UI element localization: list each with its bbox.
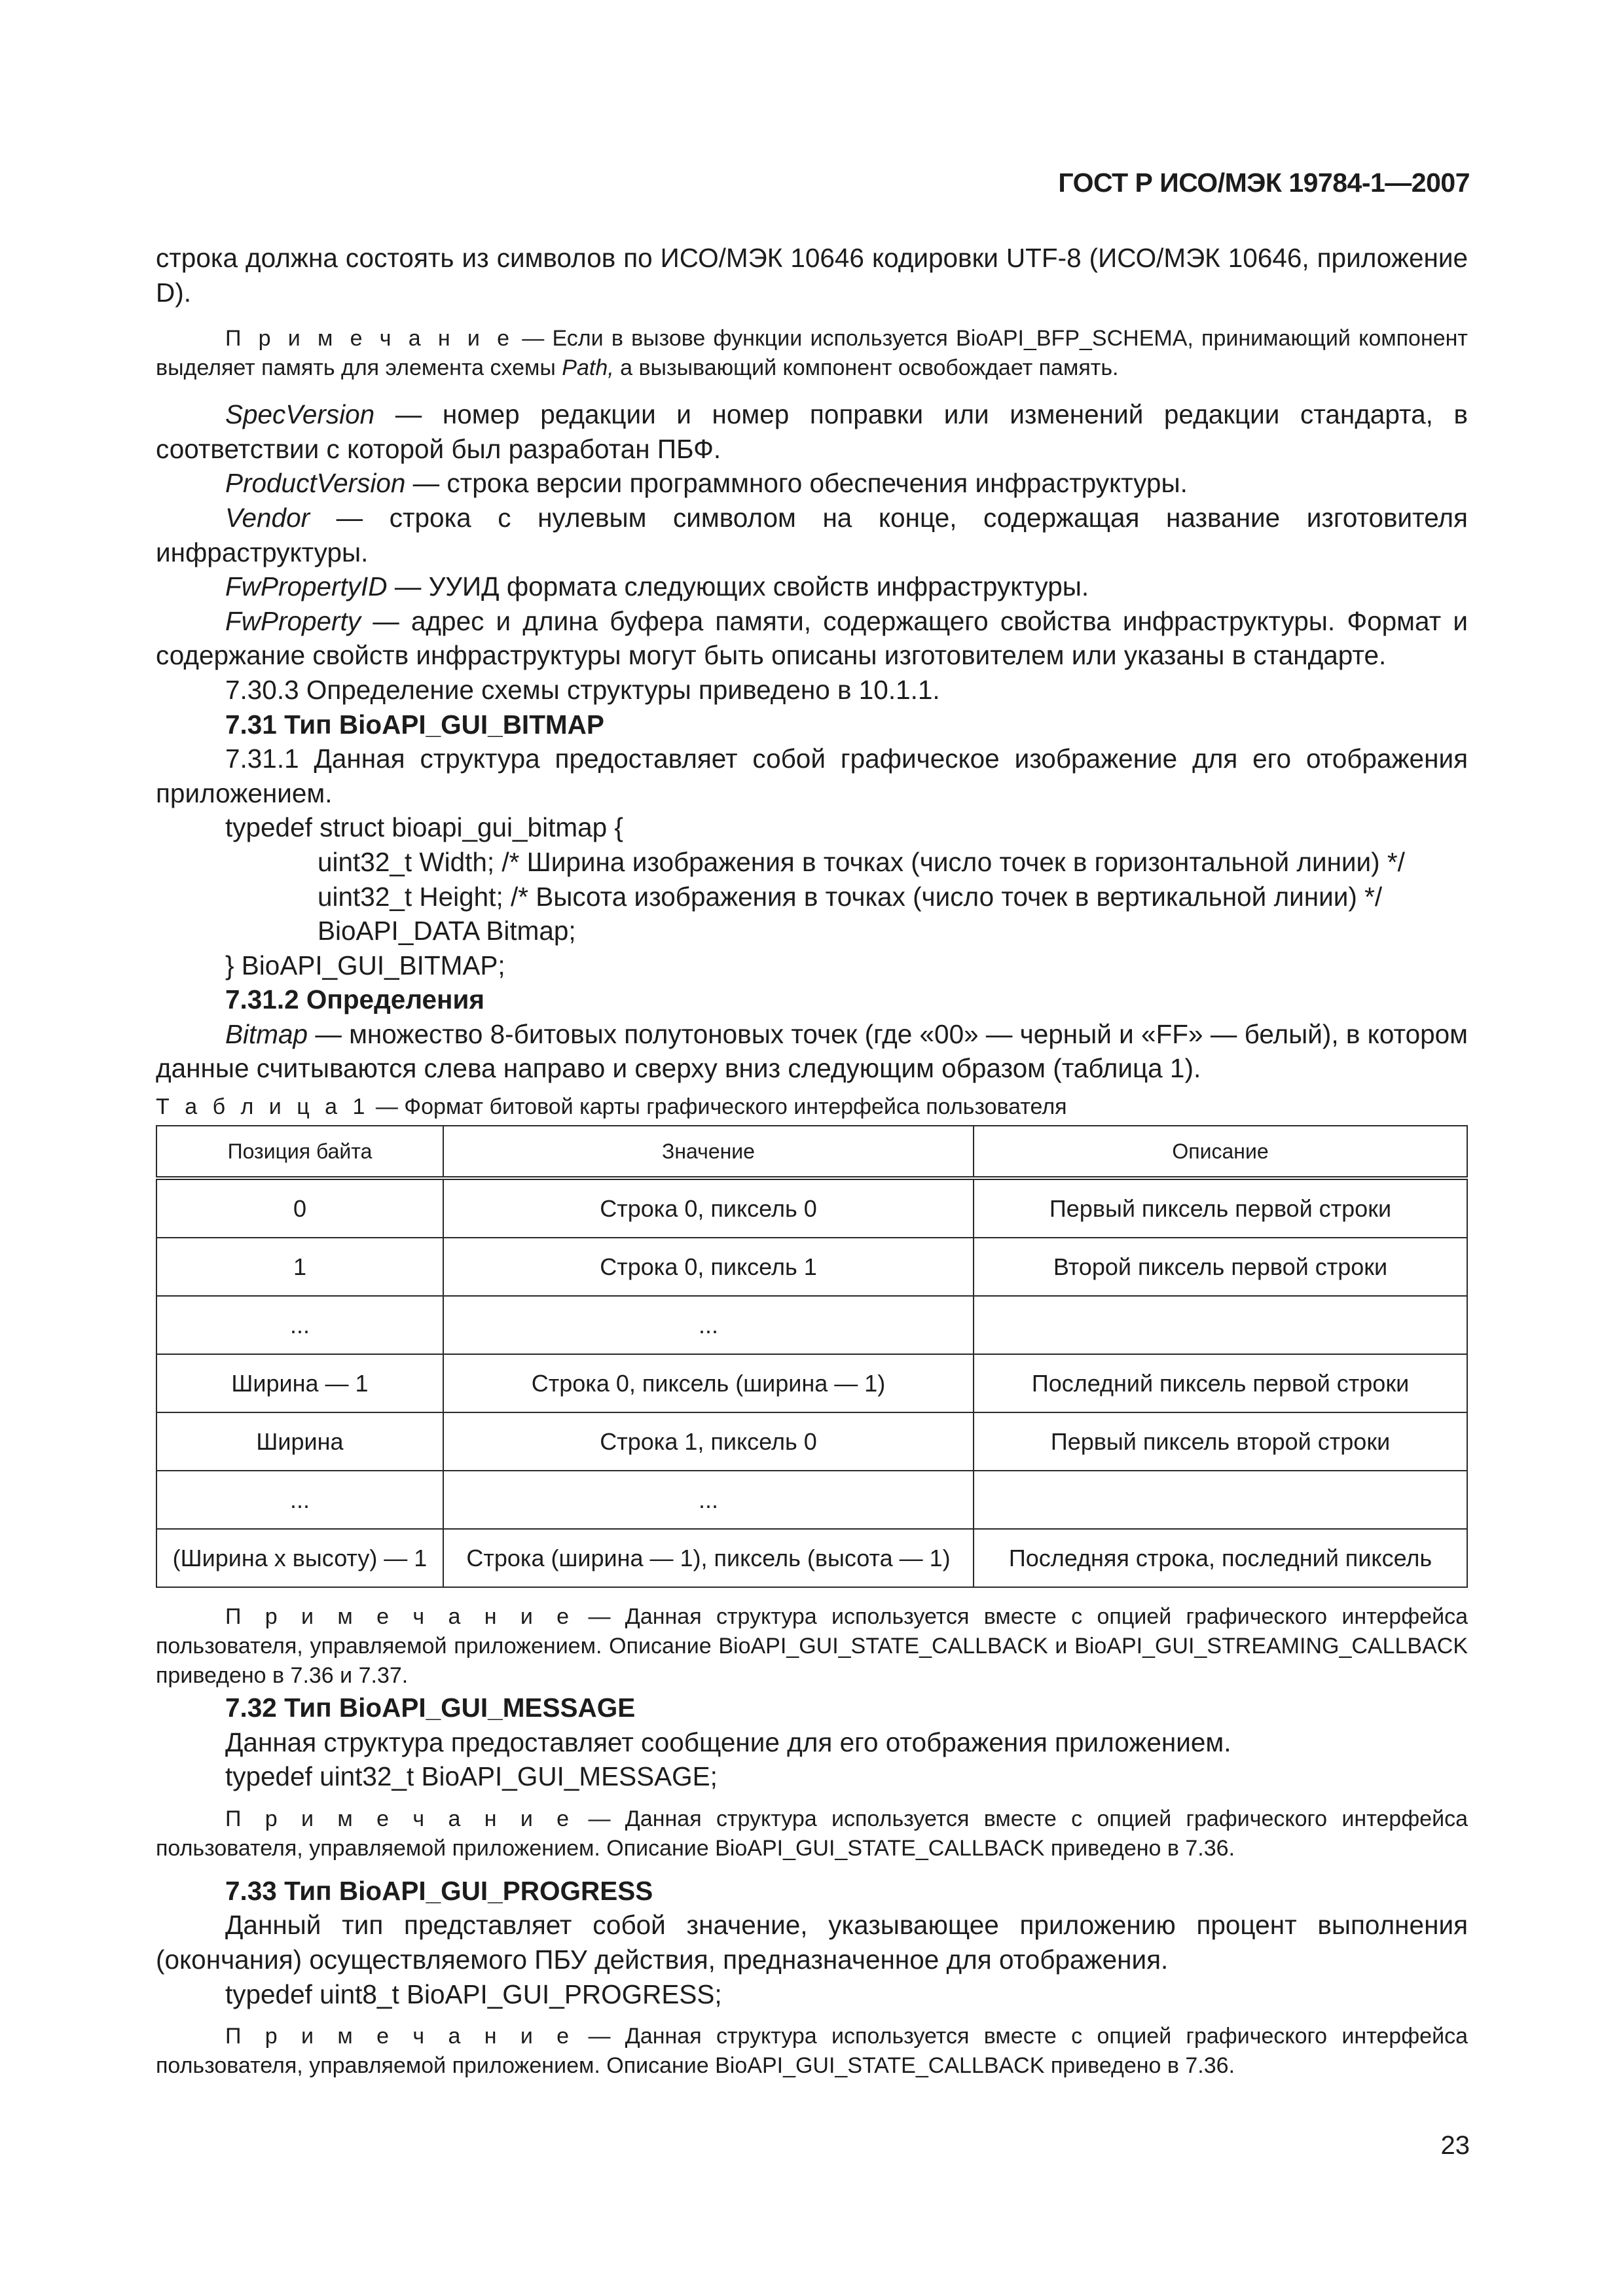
table-cell: Первый пиксель второй строки	[974, 1412, 1467, 1471]
page-number: 23	[1440, 2131, 1470, 2160]
table-cell: ...	[156, 1471, 443, 1529]
code-line: typedef uint8_t BioAPI_GUI_PROGRESS;	[225, 1979, 722, 2009]
table-header-cell: Значение	[443, 1126, 974, 1178]
table-header-row	[156, 1126, 1467, 1178]
paragraph-continuation: строка должна состоять из символов по ИСО/МЭК 10646 кодировки UTF-8 (ИСО/МЭК 10646, приложение D).	[156, 243, 1468, 308]
code-line: typedef uint32_t BioAPI_GUI_MESSAGE;	[225, 1761, 718, 1792]
note-message-usage: П р и м е ч а н и е — Данная структура используется вместе с опцией графического интерфейса пользователя, управляемой приложением. Описание BioAPI_GUI_STATE_CALLBACK приведено в 7.36.	[156, 1806, 1468, 1861]
table-row	[156, 1238, 1467, 1296]
code-line: } BioAPI_GUI_BITMAP;	[225, 950, 505, 980]
table-cell: Строка 0, пиксель 1	[443, 1238, 974, 1296]
document-header: ГОСТ Р ИСО/МЭК 19784-1—2007	[1058, 168, 1470, 198]
note-progress-usage: П р и м е ч а н и е — Данная структура используется вместе с опцией графического интерфейса пользователя, управляемой приложением. Описание BioAPI_GUI_STATE_CALLBACK приведено в 7.36.	[156, 2024, 1468, 2079]
document-body	[156, 241, 1468, 2081]
table-cell: ...	[443, 1296, 974, 1354]
table-cell: Строка 0, пиксель 0	[443, 1178, 974, 1238]
table-cell: Ширина	[156, 1412, 443, 1471]
table-cell: (Ширина x высоту) — 1	[156, 1529, 443, 1587]
paragraph-7-33: Данный тип представляет собой значение, указывающее приложению процент выполнения (окончания) осуществляемого ПБУ действия, предназначенное для отображения.	[156, 1910, 1468, 1975]
table-row	[156, 1178, 1467, 1238]
term-path: Path,	[562, 355, 614, 381]
code-line: typedef struct bioapi_gui_bitmap {	[225, 812, 623, 843]
table-cell: Строка 0, пиксель (ширина — 1)	[443, 1354, 974, 1412]
table-cell: Первый пиксель первой строки	[974, 1178, 1467, 1238]
table-row	[156, 1296, 1467, 1354]
note-bitmap-usage: П р и м е ч а н и е — Данная структура используется вместе с опцией графического интерфейса пользователя, управляемой приложением. Описание BioAPI_GUI_STATE_CALLBACK и BioAPI_GUI_STREAMING_CALLBACK приведено в 7.36 и 7.37.	[156, 1604, 1468, 1689]
definition-productversion: ProductVersion — строка версии программного обеспечения инфраструктуры.	[225, 468, 1188, 499]
table-cell	[974, 1296, 1467, 1354]
code-line: uint32_t Height; /* Высота изображения в точках (число точек в вертикальной линии) */	[318, 881, 1383, 912]
note-schema-path: П р и м е ч а н и е — Если в вызове функции используется BioAPI_BFP_SCHEMA, принимающий компонент выделяет память для элемента схемы Path, а вызывающий компонент освобождает память.	[156, 326, 1468, 381]
table-cell: Строка 1, пиксель 0	[443, 1412, 974, 1471]
table-cell: 1	[156, 1238, 443, 1296]
code-line: uint32_t Width; /* Ширина изображения в точках (число точек в горизонтальной линии) */	[318, 846, 1405, 877]
table-row	[156, 1412, 1467, 1471]
definition-vendor: Vendor — строка с нулевым символом на конце, содержащая название изготовителя инфраструктуры.	[156, 502, 1468, 567]
table-header-cell: Позиция байта	[156, 1126, 443, 1178]
table-cell: Последняя строка, последний пиксель	[974, 1529, 1467, 1587]
definition-fwproperty: FwProperty — адрес и длина буфера памяти, содержащего свойства инфраструктуры. Формат и содержание свойств инфраструктуры могут быть описаны изготовителем или указаны в стандарте.	[156, 605, 1468, 671]
table-header-cell: Описание	[974, 1126, 1467, 1178]
table-row	[156, 1471, 1467, 1529]
heading-7-32: 7.32 Тип BioAPI_GUI_MESSAGE	[225, 1693, 636, 1723]
paragraph-7-32: Данная структура предоставляет сообщение для его отображения приложением.	[225, 1727, 1231, 1757]
heading-7-31: 7.31 Тип BioAPI_GUI_BITMAP	[225, 709, 604, 740]
definition-specversion: SpecVersion — номер редакции и номер поправки или изменений редакции стандарта, в соответствии с которой был разработан ПБФ.	[156, 399, 1468, 464]
heading-7-31-2: 7.31.2 Определения	[225, 984, 485, 1015]
table-cell: 0	[156, 1178, 443, 1238]
table-cell: Последний пиксель первой строки	[974, 1354, 1467, 1412]
table-cell: Ширина — 1	[156, 1354, 443, 1412]
table-cell: ...	[156, 1296, 443, 1354]
table-row	[156, 1529, 1467, 1587]
definition-fwpropertyid: FwPropertyID — УУИД формата следующих свойств инфраструктуры.	[225, 571, 1089, 602]
table-cell: Строка (ширина — 1), пиксель (высота — 1)	[443, 1529, 974, 1587]
paragraph-7-31-1: 7.31.1 Данная структура предоставляет собой графическое изображение для его отображения приложением.	[156, 744, 1468, 808]
table-cell: ...	[443, 1471, 974, 1529]
table-caption: Т а б л и ц а 1 — Формат битовой карты графического интерфейса пользователя	[156, 1094, 1067, 1120]
code-line: BioAPI_DATA Bitmap;	[318, 916, 576, 946]
table-cell	[974, 1471, 1467, 1529]
table-row	[156, 1354, 1467, 1412]
definition-bitmap: Bitmap — множество 8-битовых полутоновых точек (где «00» — черный и «FF» — белый), в котором данные считываются слева направо и сверху вниз следующим образом (таблица 1).	[156, 1018, 1468, 1084]
heading-7-33: 7.33 Тип BioAPI_GUI_PROGRESS	[225, 1875, 653, 1906]
bitmap-format-table	[156, 1125, 1468, 1588]
note-label: П р и м е ч а н и е	[225, 326, 514, 351]
paragraph-7-30-3: 7.30.3 Определение схемы структуры приведено в 10.1.1.	[225, 674, 940, 705]
table-cell: Второй пиксель первой строки	[974, 1238, 1467, 1296]
